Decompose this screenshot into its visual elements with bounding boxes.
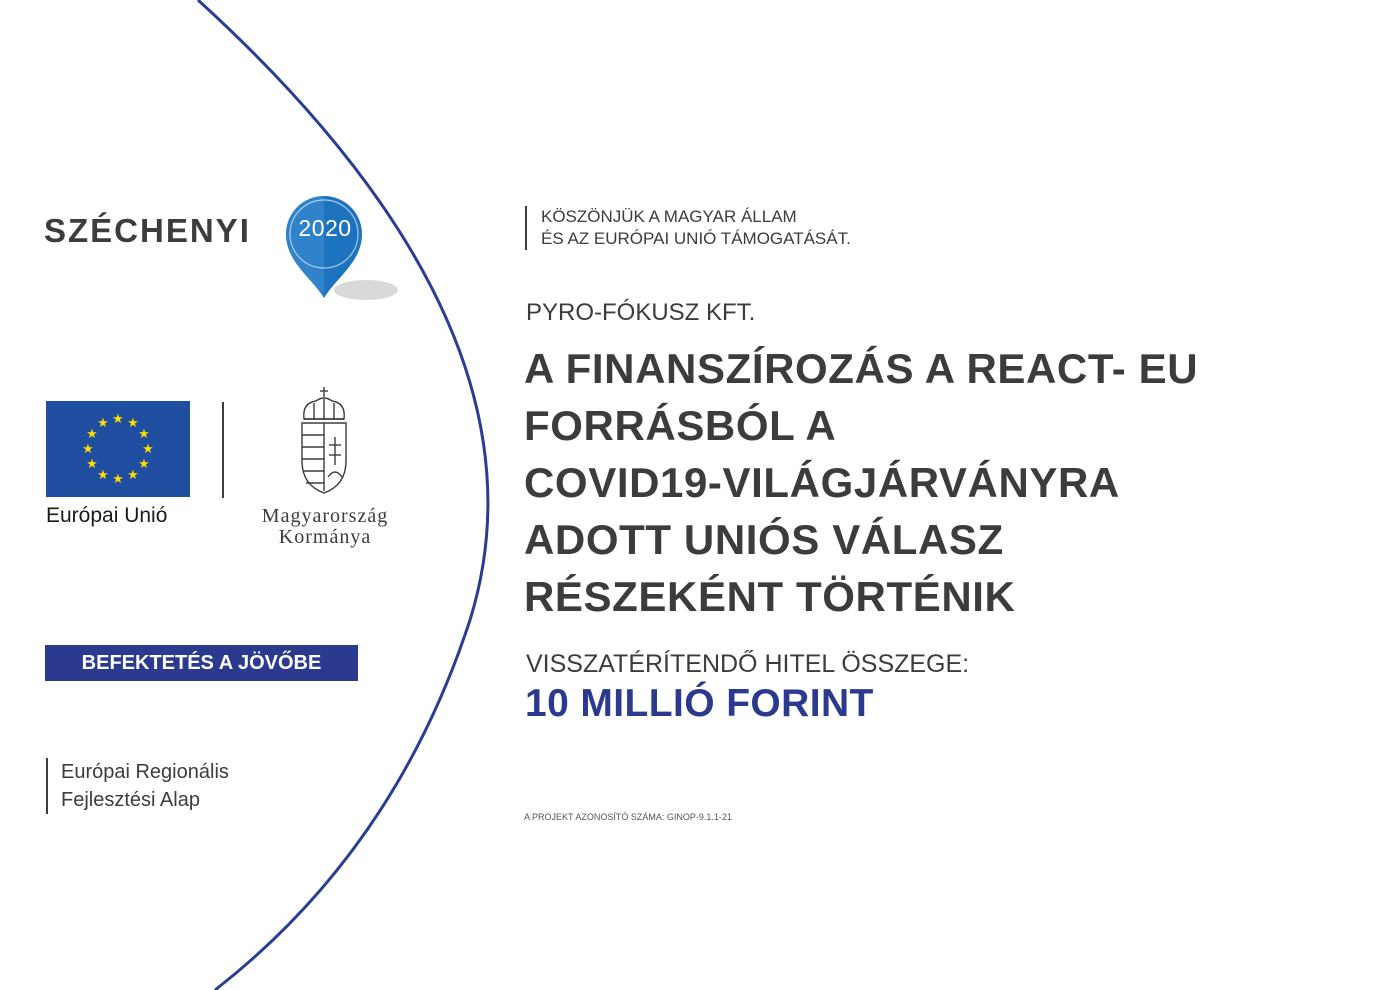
company-name: PYRO-FÓKUSZ KFT.: [526, 299, 756, 326]
svg-text:★: ★: [86, 457, 98, 472]
fund-line2: Fejlesztési Alap: [61, 789, 200, 811]
fund-name: [46, 758, 229, 814]
headline-line: FORRÁSBÓL A: [524, 402, 837, 449]
svg-text:★: ★: [127, 416, 139, 431]
thanks-line2: ÉS AZ EURÓPAI UNIÓ TÁMOGATÁSÁT.: [541, 229, 851, 248]
svg-text:★: ★: [82, 442, 94, 457]
svg-text:★: ★: [138, 457, 150, 472]
svg-text:★: ★: [97, 416, 109, 431]
thanks-note: [525, 206, 851, 250]
hungary-label-line2: Kormánya: [278, 526, 372, 548]
loan-amount: 10 MILLIÓ FORINT: [525, 682, 874, 725]
thanks-line1: KÖSZÖNJÜK A MAGYAR ÁLLAM: [541, 207, 797, 226]
fund-line1: Európai Regionális: [61, 761, 229, 783]
headline: [524, 340, 1198, 625]
svg-text:★: ★: [142, 442, 154, 457]
headline-line: ADOTT UNIÓS VÁLASZ: [524, 516, 1004, 563]
svg-text:★: ★: [112, 472, 124, 487]
project-id: A PROJEKT AZONOSÍTÓ SZÁMA: GINOP-9.1.1-21: [524, 812, 732, 822]
svg-text:★: ★: [112, 412, 124, 427]
logo-divider: [222, 402, 224, 498]
coat-of-arms-icon: [292, 385, 356, 497]
szechenyi-2020-logo: [44, 184, 374, 304]
headline-line: A FINANSZÍROZÁS A REACT- EU: [524, 345, 1199, 392]
svg-text:★: ★: [127, 468, 139, 483]
location-pin-icon: [282, 192, 404, 302]
headline-line: COVID19-VILÁGJÁRVÁNYRA: [524, 459, 1120, 506]
svg-text:★: ★: [86, 427, 98, 442]
investment-badge: BEFEKTETÉS A JÖVŐBE: [45, 645, 358, 681]
hungary-label-line1: Magyarország: [261, 505, 389, 527]
svg-text:★: ★: [97, 468, 109, 483]
hungary-government-label: [230, 506, 420, 548]
headline-line: RÉSZEKÉNT TÖRTÉNIK: [524, 573, 1016, 620]
szechenyi-logo-word: SZÉCHENYI: [44, 212, 251, 249]
svg-text:★: ★: [138, 427, 150, 442]
loan-label: VISSZATÉRÍTENDŐ HITEL ÖSSZEGE:: [526, 650, 970, 678]
eu-label: Európai Unió: [46, 504, 168, 527]
eu-flag-icon: [46, 401, 190, 497]
szechenyi-logo-year: 2020: [298, 215, 352, 241]
